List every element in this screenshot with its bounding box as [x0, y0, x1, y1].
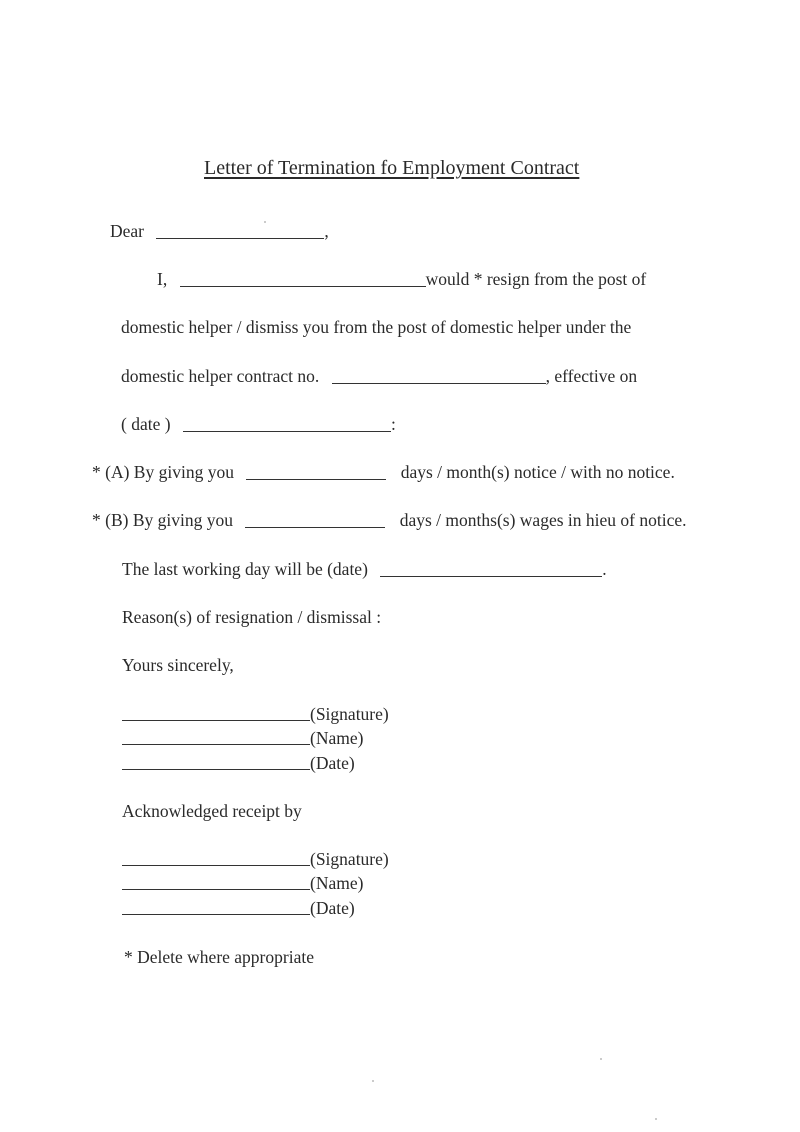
reasons-label: Reason(s) of resignation / dismissal :	[122, 607, 382, 627]
option-a-line	[92, 464, 675, 482]
contract-no-blank[interactable]	[332, 382, 546, 384]
sender-name-line-blank[interactable]	[122, 743, 310, 745]
wages-days-blank[interactable]	[245, 526, 385, 528]
receiver-signature-label: (Signature)	[310, 849, 389, 869]
option-a-prefix: * (A) By giving you	[92, 462, 234, 482]
acknowledged-label: Acknowledged receipt by	[122, 801, 302, 821]
effective-date-blank[interactable]	[183, 430, 391, 432]
document-title: Letter of Termination fo Employment Contract	[204, 157, 580, 179]
sender-signature-label: (Signature)	[310, 704, 389, 724]
sender-name-blank[interactable]	[180, 285, 426, 287]
option-b-line	[92, 512, 687, 530]
sender-name-label: (Name)	[310, 728, 364, 748]
sender-signature-field	[122, 706, 389, 724]
receiver-name-blank[interactable]	[122, 888, 310, 890]
closing-text: Yours sincerely,	[122, 655, 234, 675]
scan-speck	[372, 1080, 374, 1082]
option-a-suffix: days / month(s) notice / with no notice.	[400, 462, 675, 482]
footnote: * Delete where appropriate	[124, 947, 314, 967]
sender-date-blank[interactable]	[122, 768, 310, 770]
scan-speck	[655, 1118, 657, 1120]
line1-prefix: I,	[157, 269, 168, 289]
receiver-signature-blank[interactable]	[122, 864, 310, 866]
paragraph-line-3	[121, 368, 637, 386]
line4-colon: :	[390, 414, 396, 434]
receiver-date-blank[interactable]	[122, 913, 310, 915]
receiver-name-label: (Name)	[310, 873, 364, 893]
scan-speck	[600, 1058, 602, 1060]
last-working-day-period: .	[602, 559, 607, 579]
receiver-signature-field	[122, 851, 389, 869]
receiver-name-field	[122, 875, 363, 893]
option-b-suffix: days / months(s) wages in hieu of notice.	[399, 510, 687, 530]
scan-speck	[264, 221, 266, 223]
salutation-line	[110, 223, 329, 241]
salutation-comma: ,	[324, 221, 329, 241]
line4-prefix: ( date )	[121, 414, 171, 434]
sender-name-field	[122, 730, 363, 748]
sender-date-label: (Date)	[310, 753, 355, 773]
salutation-prefix: Dear	[110, 221, 145, 241]
receiver-date-label: (Date)	[310, 898, 355, 918]
line3-prefix: domestic helper contract no.	[121, 366, 320, 386]
notice-days-blank[interactable]	[246, 478, 386, 480]
receiver-date-field	[122, 900, 355, 918]
sender-signature-blank[interactable]	[122, 719, 310, 721]
option-b-prefix: * (B) By giving you	[92, 510, 233, 530]
sender-date-field	[122, 755, 355, 773]
recipient-name-blank[interactable]	[156, 237, 324, 239]
line3-suffix: , effective on	[545, 366, 638, 386]
paragraph-line-4	[121, 416, 396, 434]
last-working-day-line	[122, 561, 607, 579]
last-working-day-label: The last working day will be (date)	[122, 559, 368, 579]
paragraph-line-2: domestic helper / dismiss you from the post of domestic helper under the	[121, 317, 632, 337]
paragraph-line-1	[157, 271, 646, 289]
line1-suffix: would * resign from the post of	[425, 269, 647, 289]
last-working-day-blank[interactable]	[380, 575, 602, 577]
